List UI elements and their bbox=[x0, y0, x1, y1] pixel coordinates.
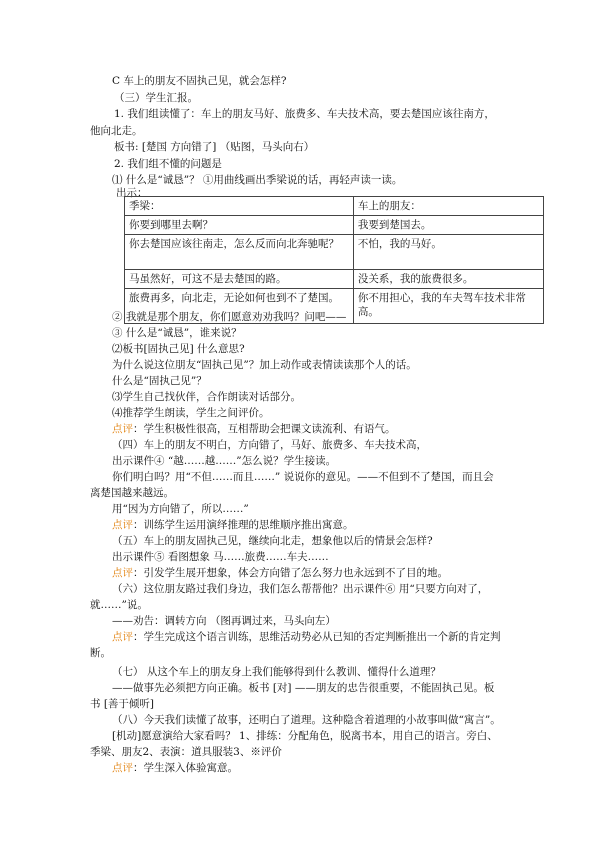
table-cell: 你去楚国应该往南走，怎么反而向北奔驰呢？ bbox=[125, 235, 354, 270]
table-cell: 旅费再多，向北走，无论如何也到不了楚国。 bbox=[125, 289, 354, 324]
text-line: 断。 bbox=[90, 647, 111, 659]
comment-line bbox=[112, 761, 238, 775]
text-line: 就……”说。 bbox=[90, 599, 148, 611]
text-line: 离楚国越来越远。 bbox=[90, 487, 174, 499]
text-line: ——做事先必须把方向正确。板书 [对] ——朋友的忠告很重要，不能固执己见。板 bbox=[112, 682, 495, 694]
text-line: ⑵板书[固执己见] 什么意思? bbox=[112, 343, 245, 355]
text-line: （六）这位朋友路过我们身边，我们怎么帮帮他？出示课件⑥ 用“只要方向对了， bbox=[112, 583, 489, 595]
comment-tag: 点评 bbox=[112, 631, 133, 643]
comment-text: ：训练学生运用演绎推理的思维顺序推出寓意。 bbox=[133, 519, 354, 531]
text-line: C 车上的朋友不固执己见，就会怎样? bbox=[112, 75, 287, 87]
text-line: 用“因为方向错了，所以……” bbox=[112, 503, 249, 515]
text-line: 出示课件④ “越……越……”怎么说？学生接读。 bbox=[112, 455, 337, 467]
comment-tag: 点评 bbox=[112, 519, 133, 531]
text-line: ⑴ 什么是“诚恳”？ ①用曲线画出季梁说的话，再轻声读一读。 bbox=[112, 174, 403, 186]
table-row bbox=[125, 270, 544, 289]
comment-tag: 点评 bbox=[112, 567, 133, 579]
text-line: 为什么说这位朋友“固执己见”？加上动作或表情读读那个人的话。 bbox=[112, 359, 417, 371]
comment-line bbox=[112, 630, 501, 644]
table-row bbox=[125, 235, 544, 270]
text-line: [机动]愿意演给大家看吗？ 1、排练：分配角色，脱离书本，用自己的语言。旁白、 bbox=[112, 730, 498, 742]
text-line: ⑷推荐学生朗读，学生之间评价。 bbox=[112, 407, 270, 419]
table-header-cell: 车上的朋友： bbox=[353, 197, 543, 216]
text-line: 季梁、朋友2、表演：道具服装3、※评价 bbox=[90, 746, 282, 758]
text-line: ——劝告：调转方向 （图再调过来，马头向左） bbox=[112, 615, 336, 627]
comment-text: ：学生深入体验寓意。 bbox=[133, 762, 238, 774]
text-line: ③ 什么是“诚恳”，谁来说？ bbox=[112, 327, 242, 339]
text-line: （三）学生汇报。 bbox=[114, 92, 198, 104]
text-line: （七） 从这个车上的朋友身上我们能够得到什么教训、懂得什么道理？ bbox=[112, 666, 441, 678]
text-line: （五）车上的朋友固执己见，继续向北走，想象他以后的情景会怎样? bbox=[112, 535, 433, 547]
dialogue-table bbox=[124, 196, 544, 324]
comment-tag: 点评 bbox=[112, 423, 133, 435]
table-header-cell: 季梁： bbox=[125, 197, 354, 216]
table-header-row bbox=[125, 197, 544, 216]
comment-text: ：学生积极性很高，互相帮助会把课文读流利、有语气。 bbox=[133, 423, 396, 435]
text-line: 2. 我们组不懂的问题是 bbox=[114, 158, 222, 170]
comment-tag: 点评 bbox=[112, 762, 133, 774]
text-line: （八）今天我们读懂了故事，还明白了道理。这种隐含着道理的小故事叫做“寓言”。 bbox=[112, 714, 501, 726]
comment-text: ：引发学生展开想象，体会方向错了怎么努力也永远到不了目的地。 bbox=[133, 567, 448, 579]
text-line: 什么是“固执己见”？ bbox=[112, 375, 207, 387]
comment-line bbox=[112, 566, 448, 580]
table-cell: 不怕，我的马好。 bbox=[353, 235, 543, 270]
text-line: 他向北走。 bbox=[90, 125, 143, 137]
table-cell: 没关系，我的旅费很多。 bbox=[353, 270, 543, 289]
table-cell: 你不用担心，我的车夫驾车技术非常高。 bbox=[353, 289, 543, 324]
text-line: （四）车上的朋友不明白，方向错了，马好、旅费多、车夫技术高， bbox=[112, 439, 427, 451]
table-cell: 你要到哪里去啊？ bbox=[125, 216, 354, 235]
text-line: ② 我就是那个朋友，你们愿意劝劝我吗？问吧—— bbox=[112, 311, 347, 323]
comment-line bbox=[112, 518, 354, 532]
table-row bbox=[125, 216, 544, 235]
text-line: 板书: [楚国 方向错了] （贴图，马头向右） bbox=[114, 141, 315, 153]
text-line: 你们明白吗？用“不但……而且……” 说说你的意见。——不但到不了楚国，而且会 bbox=[112, 471, 494, 483]
text-line: 1. 我们组读懂了：车上的朋友马好、旅费多、车夫技术高，要去楚国应该往南方， bbox=[114, 108, 495, 120]
comment-line bbox=[112, 422, 396, 436]
text-line: 书 [善于倾听] bbox=[90, 698, 155, 710]
comment-text: ：学生完成这个语言训练，思维活动势必从已知的否定判断推出一个新的肯定判 bbox=[133, 631, 501, 643]
text-line: ⑶学生自己找伙伴，合作朗读对话部分。 bbox=[112, 391, 301, 403]
table-cell: 我要到楚国去。 bbox=[353, 216, 543, 235]
text-line: 出示： bbox=[116, 187, 148, 199]
table-cell: 马虽然好，可这不是去楚国的路。 bbox=[125, 270, 354, 289]
text-line: 出示课件⑤ 看图想象 马……旅费……车夫…… bbox=[112, 551, 329, 563]
